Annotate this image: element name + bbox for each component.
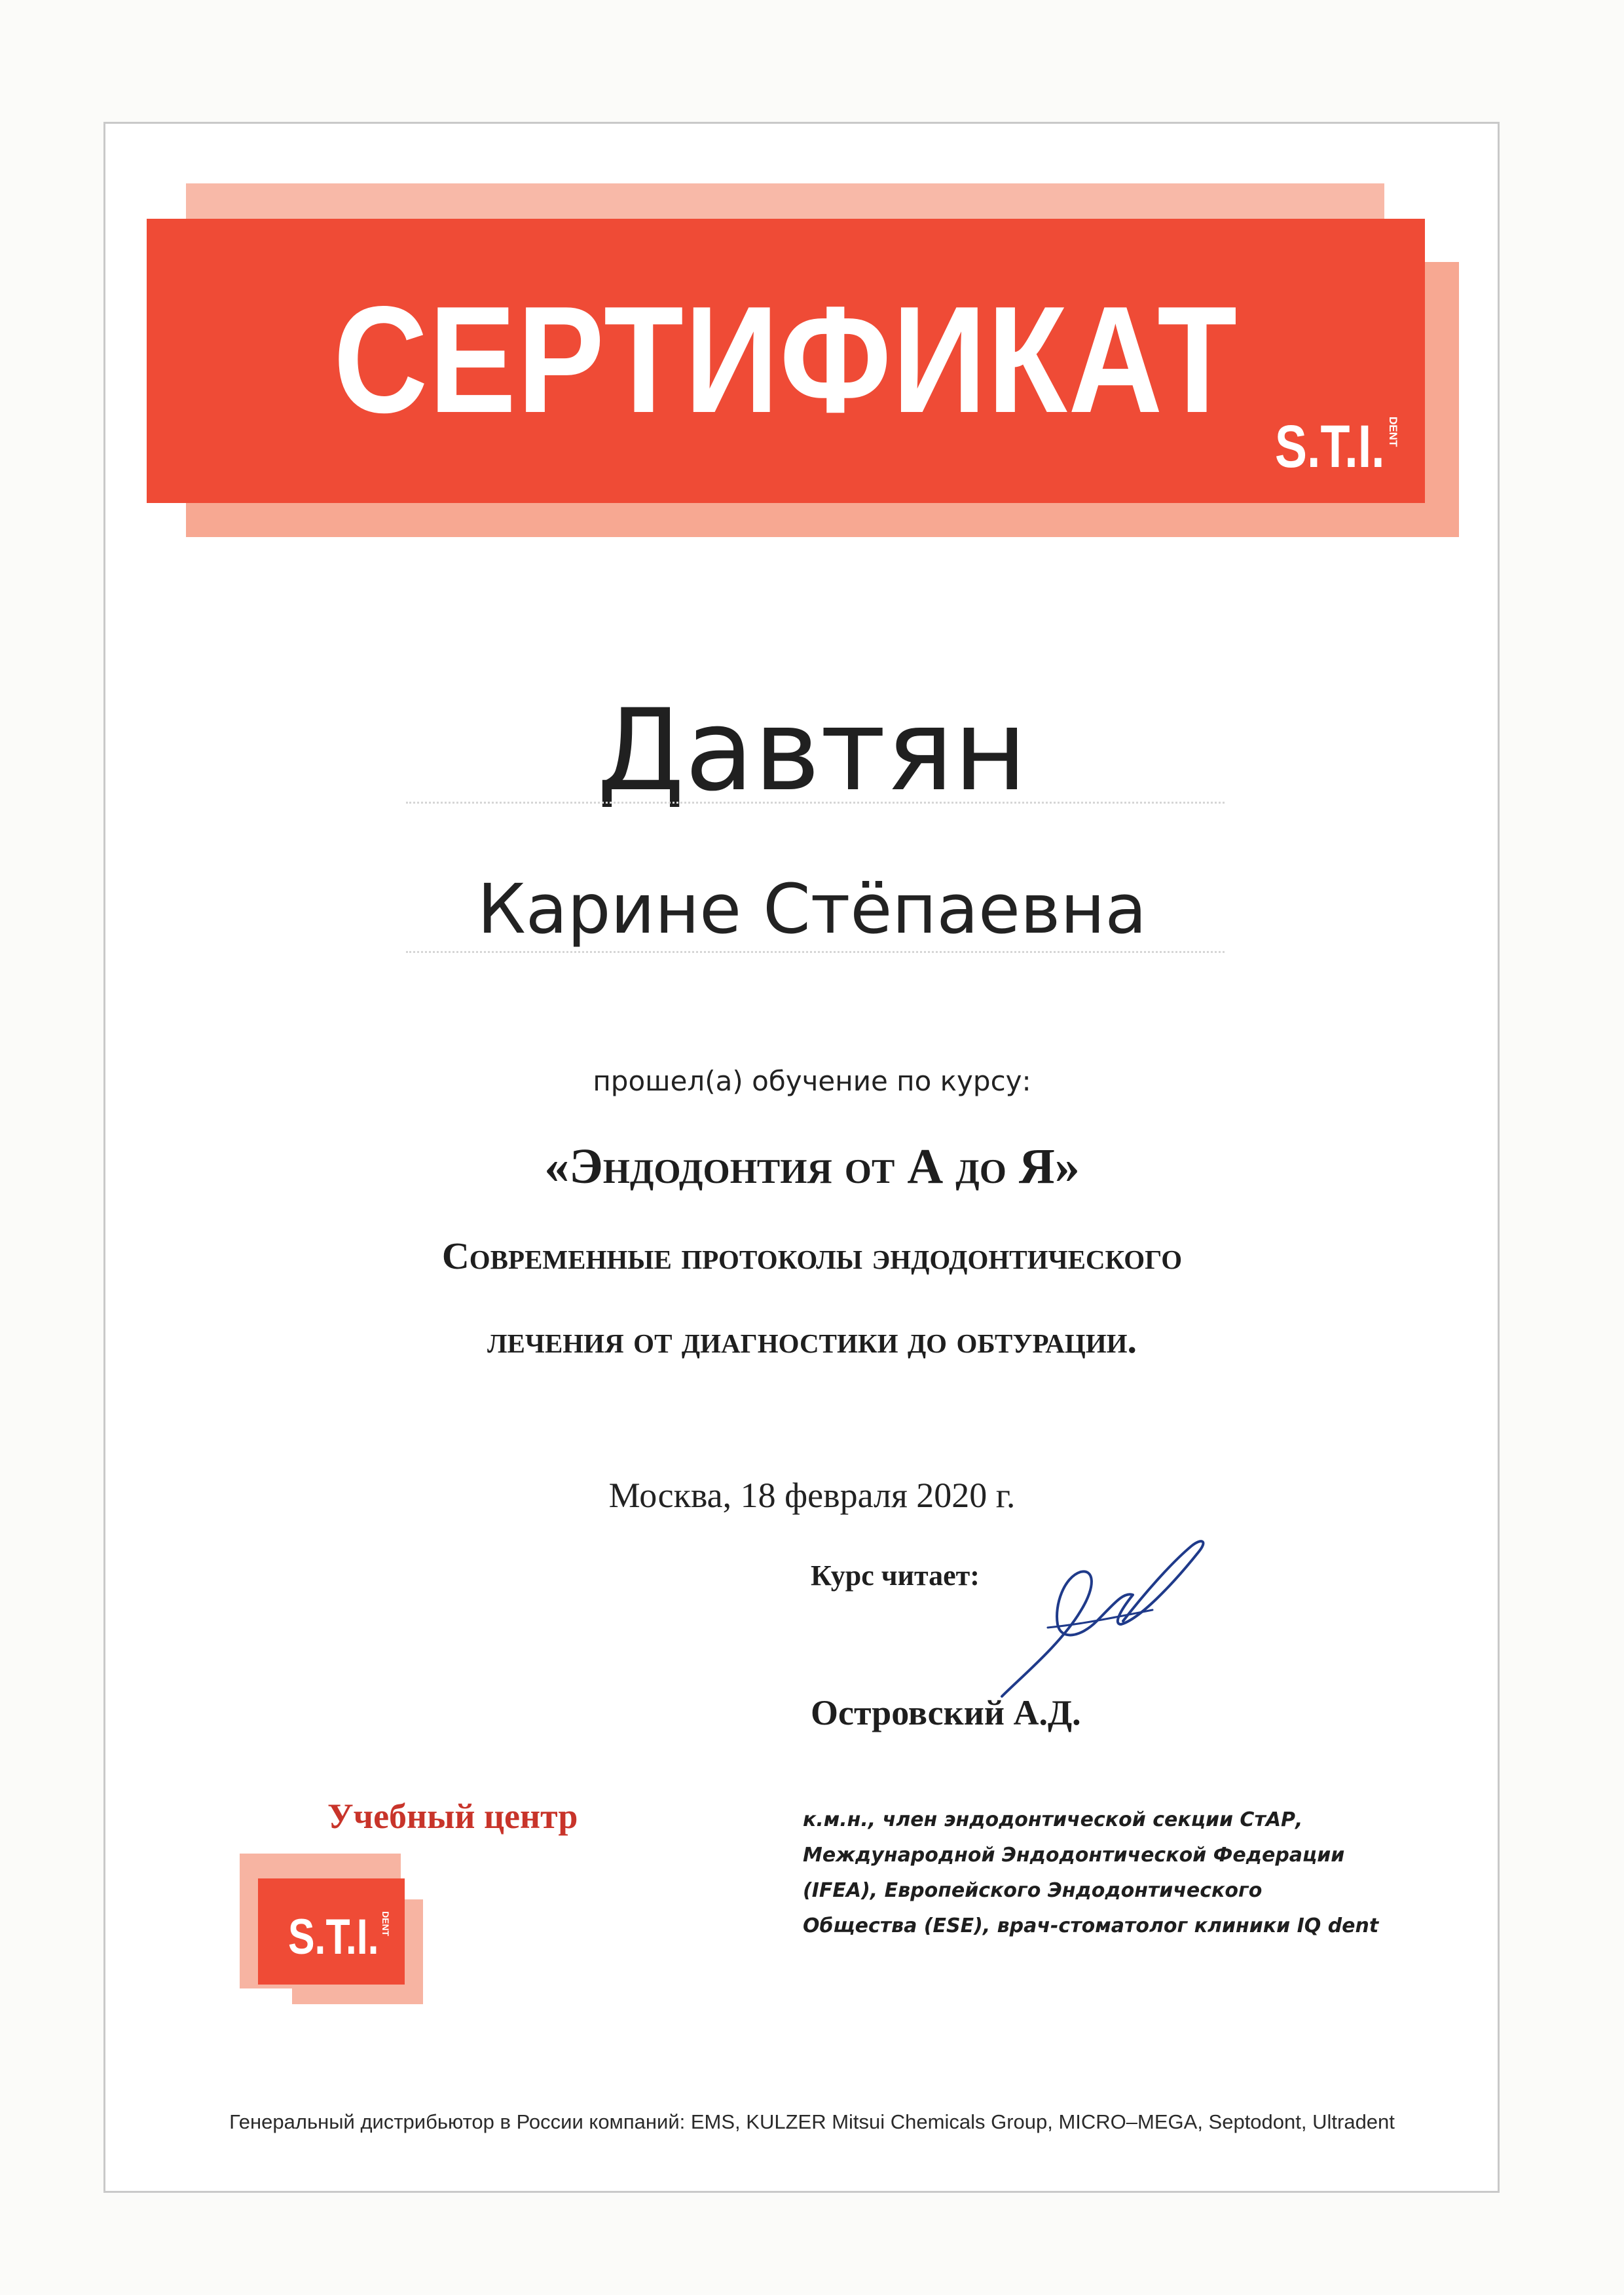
- credentials-line-3: (IFEA), Европейского Эндодонтического: [803, 1879, 1263, 1902]
- training-center-label: Учебный центр: [327, 1797, 578, 1836]
- recipient-surname: Давтян: [597, 684, 1027, 816]
- completed-course-text: прошел(а) обучение по курсу:: [593, 1065, 1031, 1097]
- training-center-logo: [258, 1878, 405, 1985]
- center-logo-text: S.T.I.: [288, 1909, 379, 1965]
- course-title: «Эндодонтия от А до Я»: [544, 1139, 1080, 1194]
- sti-dent-logo: [1247, 413, 1399, 480]
- credentials-line-2: Международной Эндодонтической Федерации: [803, 1844, 1345, 1867]
- course-subtitle-line-2: лечения от диагностики до обтурации.: [487, 1318, 1137, 1361]
- lecturer-name: Островский А.Д.: [811, 1693, 1081, 1732]
- surname-underline: [406, 802, 1225, 804]
- logo-side-text: DENT: [1387, 417, 1399, 447]
- certificate-title: СЕРТИФИКАТ: [333, 275, 1238, 445]
- lecturer-label: Курс читает:: [811, 1559, 980, 1592]
- place-and-date: Москва, 18 февраля 2020 г.: [608, 1476, 1016, 1515]
- certificate-banner: [147, 219, 1425, 503]
- given-names-underline: [406, 951, 1225, 953]
- recipient-given-names: Карине Стёпаевна: [477, 869, 1147, 949]
- lecturer-signature: [982, 1533, 1218, 1716]
- credentials-line-1: к.м.н., член эндодонтической секции СтАР,: [803, 1808, 1303, 1831]
- credentials-line-4: Общества (ESE), врач-стоматолог клиники IQ dent: [803, 1914, 1379, 1937]
- center-logo-side-text: DENT: [380, 1911, 391, 1937]
- distributor-footer: Генеральный дистрибьютор в России компаний: EMS, KULZER Mitsui Chemicals Group, MICRO–MEGA, Septodont, Ultradent: [229, 2110, 1395, 2133]
- logo-text: S.T.I.: [1275, 413, 1385, 480]
- lecturer-credentials: [803, 1802, 1431, 1944]
- course-subtitle-line-1: Современные протоколы эндодонтического: [441, 1235, 1183, 1277]
